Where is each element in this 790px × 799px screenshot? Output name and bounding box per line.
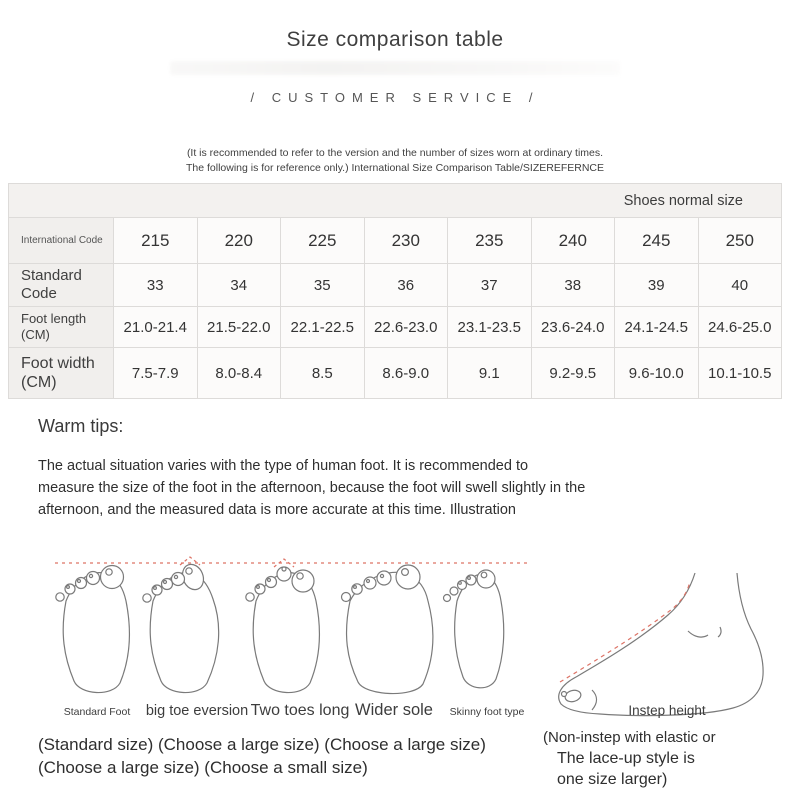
table-cell: 36: [365, 264, 448, 306]
table-cell: 9.6-10.0: [615, 348, 698, 398]
table-cell: 230: [365, 218, 448, 263]
table-cell: 21.5-22.0: [198, 307, 281, 347]
row-label: Foot length (CM): [9, 307, 113, 347]
row-label: International Code: [9, 218, 113, 263]
reference-note-line1: (It is recommended to refer to the version and the number of sizes worn at ordinary times.: [186, 147, 604, 159]
reference-note: [0, 146, 790, 175]
foot-standard-illustration: [56, 566, 130, 693]
table-cell: 38: [532, 264, 615, 306]
foot-skinny-illustration: [444, 570, 504, 688]
foot-wider-sole-illustration: [342, 565, 433, 694]
table-cell: 24.1-24.5: [615, 307, 698, 347]
table-cell: 39: [615, 264, 698, 306]
faded-watermark-band: [170, 61, 620, 75]
table-cell: 235: [448, 218, 531, 263]
instep-advice-line2: The lace-up style is: [557, 750, 695, 767]
foot-label-skinny-foot: Skinny foot type: [449, 706, 525, 718]
table-cell: 22.6-23.0: [365, 307, 448, 347]
foot-label-standard: Standard Foot: [63, 706, 131, 718]
foot-side-view-illustration: [559, 573, 763, 716]
size-advice-note: [38, 733, 486, 779]
table-cell: 24.6-25.0: [699, 307, 782, 347]
table-cell: 21.0-21.4: [114, 307, 197, 347]
table-cell: 215: [114, 218, 197, 263]
table-cell: 40: [699, 264, 782, 306]
table-corner-header: Shoes normal size: [9, 184, 781, 217]
foot-label-two-toes-long: Two toes long: [250, 702, 350, 719]
size-table: [8, 183, 782, 399]
table-cell: 9.1: [448, 348, 531, 398]
instep-advice-line1: (Non-instep with elastic or: [543, 729, 716, 746]
table-cell: 35: [281, 264, 364, 306]
table-cell: 10.1-10.5: [699, 348, 782, 398]
size-table-section: [8, 183, 782, 399]
reference-note-line2: The following is for reference only.) International Size Comparison Table/SIZEREFERNCE: [185, 161, 605, 174]
table-cell: 8.6-9.0: [365, 348, 448, 398]
foot-big-toe-eversion-illustration: [143, 561, 219, 692]
warm-tips-heading: Warm tips:: [38, 416, 124, 436]
foot-illustration-section: [0, 545, 790, 799]
row-label: Standard Code: [9, 264, 113, 306]
foot-label-wider-sole: Wider sole: [355, 701, 433, 719]
table-cell: 250: [699, 218, 782, 263]
size-advice-line2: (Choose a large size) (Choose a small size): [38, 758, 368, 777]
row-label: Foot width (CM): [9, 348, 113, 398]
foot-two-toes-long-illustration: [246, 567, 320, 693]
table-cell: 245: [615, 218, 698, 263]
table-cell: 8.0-8.4: [198, 348, 281, 398]
table-cell: 23.6-24.0: [532, 307, 615, 347]
instep-height-guideline: [560, 581, 690, 682]
table-cell: 8.5: [281, 348, 364, 398]
foot-label-big-toe-eversion: big toe eversion: [145, 703, 249, 719]
table-cell: 9.2-9.5: [532, 348, 615, 398]
table-cell: 240: [532, 218, 615, 263]
table-cell: 23.1-23.5: [448, 307, 531, 347]
long-toe-peak-guide: [274, 559, 294, 567]
instep-height-label: Instep height: [628, 703, 706, 718]
page-title: Size comparison table: [286, 28, 504, 51]
table-cell: 220: [198, 218, 281, 263]
table-cell: 22.1-22.5: [281, 307, 364, 347]
table-cell: 37: [448, 264, 531, 306]
table-cell: 7.5-7.9: [114, 348, 197, 398]
table-cell: 34: [198, 264, 281, 306]
instep-advice-line3: one size larger): [557, 771, 668, 788]
eversion-peak-guide: [180, 557, 200, 565]
table-cell: 225: [281, 218, 364, 263]
size-advice-line1: (Standard size) (Choose a large size) (Choose a large size): [38, 735, 486, 754]
instep-advice-note: [543, 727, 716, 790]
feet-diagram: [0, 545, 790, 727]
customer-service-tagline: / CUSTOMER SERVICE /: [250, 90, 540, 105]
warm-tips-body: The actual situation varies with the type of human foot. It is recommended to measure the size of the foot in the afternoon, because the foot will swell slightly in the afternoon, and the measured data is more accurate at this time. Illustration: [38, 458, 586, 518]
table-cell: 33: [114, 264, 197, 306]
